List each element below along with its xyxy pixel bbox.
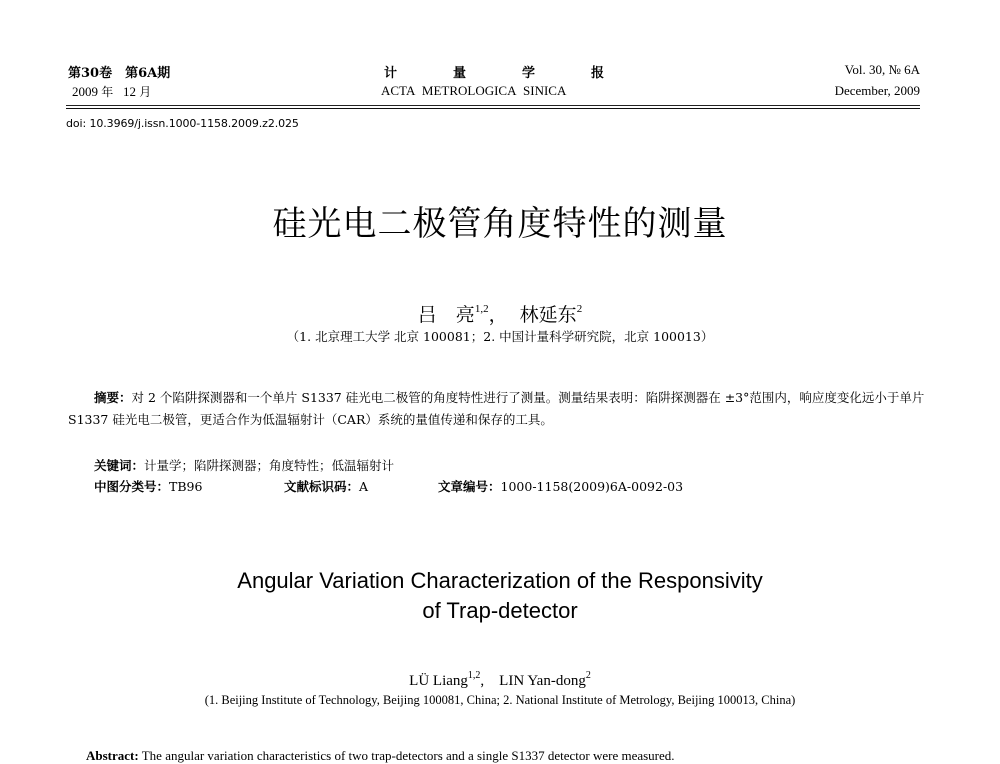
abstract-cn bbox=[68, 387, 932, 431]
header-rule-thin bbox=[66, 105, 920, 106]
journal-char: 量 bbox=[452, 66, 466, 81]
journal-char: 报 bbox=[590, 66, 604, 81]
paper-title-en-line2: of Trap-detector bbox=[422, 598, 578, 623]
abstract-en bbox=[86, 748, 675, 764]
clc-label: 中图分类号： bbox=[94, 479, 170, 494]
author-affiliation-mark: 2 bbox=[576, 303, 583, 315]
keywords-label: 关键词： bbox=[94, 458, 145, 473]
authors-en bbox=[0, 670, 1000, 690]
article-no-label: 文章编号： bbox=[438, 479, 501, 494]
doc-code-label: 文献标识码： bbox=[284, 479, 360, 494]
publication-date-en: December, 2009 bbox=[834, 83, 920, 98]
author-affiliation-mark: 2 bbox=[585, 670, 591, 681]
clc-number bbox=[94, 477, 284, 495]
paper-title-cn: 硅光电二极管角度特性的测量 bbox=[272, 204, 728, 244]
abstract-label-cn: 摘要： bbox=[94, 390, 132, 405]
author-name: LIN Yan-dong bbox=[499, 673, 586, 689]
abstract-label-en: Abstract: bbox=[86, 748, 139, 763]
article-number bbox=[438, 477, 683, 495]
keywords-cn bbox=[94, 456, 394, 474]
affiliations-en: (1. Beijing Institute of Technology, Beijing 100081, China; 2. National Institute of Metrology, Beijing 100013, China) bbox=[204, 693, 796, 707]
paper-title-en-line1: Angular Variation Characterization of the Responsivity bbox=[237, 568, 763, 593]
doi: doi: 10.3969/j.issn.1000-1158.2009.z2.025 bbox=[66, 117, 299, 130]
year-unit: 年 bbox=[101, 85, 114, 99]
doc-code-value: A bbox=[359, 479, 369, 494]
article-no-value: 1000-1158(2009)6A-0092-03 bbox=[500, 479, 684, 494]
paper-title-en bbox=[0, 566, 1000, 626]
classification-line bbox=[94, 477, 683, 495]
month: 12 bbox=[123, 84, 137, 99]
authors-cn bbox=[0, 300, 1000, 327]
abstract-text-cn: 对 2 个陷阱探测器和一个单片 S1337 硅光电二极管的角度特性进行了测量。测量结果表明：陷阱探测器在 ±3°范围内，响应度变化远小于单片 S1337 硅光电二极管，更适合作为低温辐射计（CAR）系统的量值传递和保存的工具。 bbox=[68, 390, 925, 427]
journal-name-en: ACTA METROLOGICA SINICA bbox=[381, 83, 567, 98]
author-name: LÜ Liang bbox=[409, 673, 468, 689]
author-name: 林延东 bbox=[519, 304, 577, 326]
journal-char: 学 bbox=[521, 66, 535, 81]
abstract-text-en: The angular variation characteristics of two trap-detectors and a single S1337 detector were measured. bbox=[141, 748, 675, 763]
volume-issue-en: Vol. 30, № 6A bbox=[844, 62, 920, 77]
keywords-text: 计量学；陷阱探测器；角度特性；低温辐射计 bbox=[144, 458, 395, 473]
author-separator: ， bbox=[488, 304, 508, 326]
clc-value: TB96 bbox=[169, 479, 203, 494]
publication-date-cn bbox=[72, 83, 151, 100]
author-affiliation-mark: 1,2 bbox=[467, 670, 481, 681]
author-affiliation-mark: 1,2 bbox=[474, 303, 489, 315]
month-unit: 月 bbox=[139, 85, 152, 99]
author-name: 吕 亮 bbox=[417, 304, 475, 326]
volume-issue: 第30卷 第6A期 bbox=[68, 66, 171, 81]
journal-char: 计 bbox=[384, 66, 398, 81]
document-code bbox=[284, 477, 438, 495]
affiliations-cn: （1. 北京理工大学 北京 100081；2. 中国计量科学研究院，北京 100013） bbox=[286, 329, 714, 344]
journal-name-cn bbox=[384, 62, 604, 81]
author-separator: , bbox=[480, 673, 485, 689]
year: 2009 bbox=[72, 84, 98, 99]
header-rule-thick bbox=[66, 108, 920, 109]
